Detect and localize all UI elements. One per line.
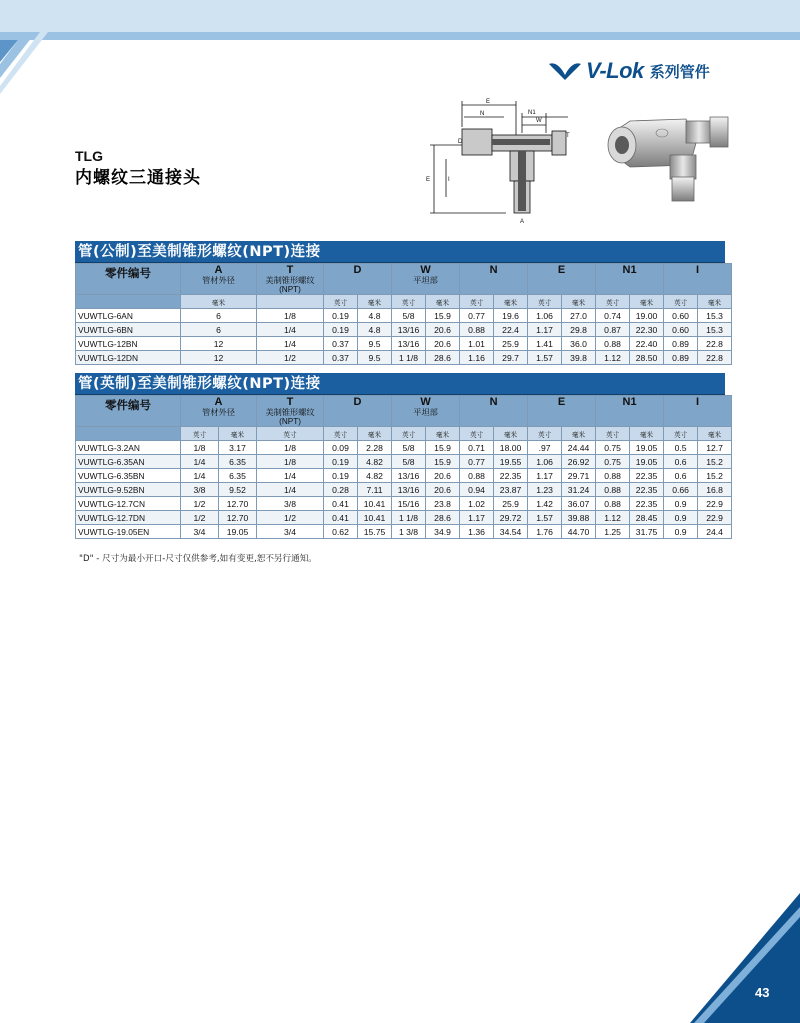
table-cell: 3/4 <box>181 525 219 539</box>
col-header-n: N <box>460 264 528 295</box>
table-cell: 3/8 <box>181 483 219 497</box>
table-cell: 31.24 <box>562 483 596 497</box>
table-cell: 1.17 <box>460 511 494 525</box>
corner-decoration <box>690 893 800 1023</box>
table-cell: 12.70 <box>219 511 257 525</box>
table-cell: 1.36 <box>460 525 494 539</box>
drawing-label-n: N <box>480 111 485 117</box>
table-cell: 1 3/8 <box>392 525 426 539</box>
table-row <box>76 455 732 469</box>
table-cell: 0.37 <box>324 337 358 351</box>
table-cell: 12 <box>181 337 257 351</box>
table-cell: 1/8 <box>257 455 324 469</box>
col-header-e: E <box>528 396 596 427</box>
table-row <box>76 497 732 511</box>
table-cell: 1/2 <box>257 511 324 525</box>
table-cell: 0.19 <box>324 469 358 483</box>
col-header-d: D <box>324 396 392 427</box>
col-header-a: A 管材外径 <box>181 396 257 427</box>
table-cell: VUWTLG-6.35AN <box>76 455 181 469</box>
table-cell: 24.4 <box>698 525 732 539</box>
corner-stripes-decoration <box>0 0 60 100</box>
table-cell: 22.35 <box>630 497 664 511</box>
table-cell: 1.06 <box>528 455 562 469</box>
table-cell: 2.28 <box>358 441 392 455</box>
table-cell: VUWTLG-12.7CN <box>76 497 181 511</box>
table-cell: 22.8 <box>698 351 732 365</box>
drawing-label-e2: E <box>426 177 431 183</box>
table-cell: 0.5 <box>664 441 698 455</box>
table-cell: 29.8 <box>562 323 596 337</box>
table-cell: 0.89 <box>664 351 698 365</box>
table-cell: 4.82 <box>358 455 392 469</box>
table-cell: 19.6 <box>494 309 528 323</box>
table-cell: 0.19 <box>324 455 358 469</box>
table-cell: 39.88 <box>562 511 596 525</box>
table-cell: 1.16 <box>460 351 494 365</box>
table-cell: 15.2 <box>698 469 732 483</box>
col-header-a: A 管材外径 <box>181 264 257 295</box>
brand-logo <box>548 58 710 84</box>
table-cell: 1/4 <box>257 337 324 351</box>
table-cell: 22.30 <box>630 323 664 337</box>
unit-cell: 英寸 <box>181 427 219 441</box>
col-header-t: T 美制锥形螺纹 (NPT) <box>257 264 324 295</box>
table-cell: 6 <box>181 323 257 337</box>
unit-cell-a-mm: 毫米 <box>181 295 257 309</box>
table-row <box>76 441 732 455</box>
metric-table-body <box>76 309 732 365</box>
table-cell: 4.8 <box>358 309 392 323</box>
table-row <box>76 323 732 337</box>
table-cell: 22.8 <box>698 337 732 351</box>
col-header-n1: N1 <box>596 396 664 427</box>
table-cell: 15.2 <box>698 455 732 469</box>
table-cell: 1/2 <box>181 511 219 525</box>
metric-spec-table <box>75 263 732 365</box>
table-cell: 3/8 <box>257 497 324 511</box>
unit-cell: 毫米 <box>426 427 460 441</box>
table-cell: 12 <box>181 351 257 365</box>
table-row <box>76 309 732 323</box>
table-cell: .97 <box>528 441 562 455</box>
table-cell: 1.25 <box>596 525 630 539</box>
table-cell: 29.7 <box>494 351 528 365</box>
table-cell: VUWTLG-19.05EN <box>76 525 181 539</box>
top-band-accent <box>0 32 800 40</box>
table-cell: 0.6 <box>664 469 698 483</box>
table-cell: 3.17 <box>219 441 257 455</box>
col-header-partno: 零件编号 <box>76 396 181 427</box>
table-cell: 0.19 <box>324 323 358 337</box>
table-cell: 22.9 <box>698 511 732 525</box>
table-cell: 0.60 <box>664 309 698 323</box>
table-cell: 0.88 <box>460 469 494 483</box>
table-cell: 19.05 <box>630 441 664 455</box>
table-cell: 0.94 <box>460 483 494 497</box>
table-cell: 5/8 <box>392 309 426 323</box>
table-row <box>76 469 732 483</box>
table-row <box>76 483 732 497</box>
table-cell: 1/8 <box>257 309 324 323</box>
table-cell: 25.9 <box>494 497 528 511</box>
unit-cell: 毫米 <box>698 295 732 309</box>
table-cell: 34.54 <box>494 525 528 539</box>
table-cell: 10.41 <box>358 497 392 511</box>
table-cell: VUWTLG-6BN <box>76 323 181 337</box>
table-cell: 1/4 <box>181 455 219 469</box>
unit-cell: 毫米 <box>358 295 392 309</box>
table-cell: 34.9 <box>426 525 460 539</box>
table-cell: 15.3 <box>698 323 732 337</box>
unit-cell: 毫米 <box>219 427 257 441</box>
imperial-table-title: 管(英制)至美制锥形螺纹(NPT)连接 <box>75 373 725 395</box>
table-cell: 9.5 <box>358 337 392 351</box>
col-header-n: N <box>460 396 528 427</box>
table-cell: 4.8 <box>358 323 392 337</box>
table-cell: 1.01 <box>460 337 494 351</box>
table-cell: 1.12 <box>596 351 630 365</box>
table-cell: 1 1/8 <box>392 351 426 365</box>
table-cell: 28.6 <box>426 511 460 525</box>
table-row <box>76 511 732 525</box>
table-cell: VUWTLG-6AN <box>76 309 181 323</box>
table-cell: 28.45 <box>630 511 664 525</box>
table-cell: 0.88 <box>596 337 630 351</box>
unit-cell: 毫米 <box>426 295 460 309</box>
table-cell: VUWTLG-9.52BN <box>76 483 181 497</box>
table-cell: 0.09 <box>324 441 358 455</box>
table-cell: 44.70 <box>562 525 596 539</box>
table-cell: 22.35 <box>494 469 528 483</box>
table-cell: 36.07 <box>562 497 596 511</box>
table-cell: 13/16 <box>392 323 426 337</box>
metric-table-block <box>75 241 725 365</box>
brand-suffix: 系列管件 <box>649 62 710 81</box>
drawing-label-d: D <box>458 139 463 145</box>
table-cell: 1/4 <box>257 483 324 497</box>
table-cell: 15.3 <box>698 309 732 323</box>
table-cell: 15.75 <box>358 525 392 539</box>
table-cell: 29.71 <box>562 469 596 483</box>
imperial-table-body <box>76 441 732 539</box>
unit-cell-blank <box>257 295 324 309</box>
table-cell: 29.72 <box>494 511 528 525</box>
table-cell: 1/4 <box>257 323 324 337</box>
table-cell: 12.7 <box>698 441 732 455</box>
unit-cell: 英寸 <box>528 295 562 309</box>
col-header-i: I <box>664 396 732 427</box>
table-cell: 26.92 <box>562 455 596 469</box>
unit-cell: 英寸 <box>257 427 324 441</box>
table-cell: 22.9 <box>698 497 732 511</box>
tee-dimension-drawing <box>418 97 594 232</box>
imperial-table-block <box>75 373 725 539</box>
table-cell: 0.9 <box>664 511 698 525</box>
table-cell: 1/2 <box>181 497 219 511</box>
table-cell: VUWTLG-6.35BN <box>76 469 181 483</box>
table-cell: 39.8 <box>562 351 596 365</box>
table-cell: 1/2 <box>257 351 324 365</box>
table-cell: 19.05 <box>219 525 257 539</box>
table-cell: 13/16 <box>392 469 426 483</box>
table-cell: 0.77 <box>460 309 494 323</box>
unit-cell: 毫米 <box>358 427 392 441</box>
table-cell: 1.57 <box>528 351 562 365</box>
unit-cell: 英寸 <box>460 295 494 309</box>
table-row <box>76 525 732 539</box>
table-cell: 0.74 <box>596 309 630 323</box>
unit-cell: 英寸 <box>324 295 358 309</box>
table-cell: 1.17 <box>528 323 562 337</box>
table-cell: VUWTLG-12BN <box>76 337 181 351</box>
table-cell: 28.6 <box>426 351 460 365</box>
drawing-label-a: A <box>520 219 525 225</box>
table-cell: 28.50 <box>630 351 664 365</box>
unit-cell: 英寸 <box>392 295 426 309</box>
table-cell: 24.44 <box>562 441 596 455</box>
table-cell: 15.9 <box>426 441 460 455</box>
table-cell: 13/16 <box>392 337 426 351</box>
table-cell: 0.62 <box>324 525 358 539</box>
unit-cell: 英寸 <box>596 427 630 441</box>
table-cell: 4.82 <box>358 469 392 483</box>
table-cell: 19.00 <box>630 309 664 323</box>
table-cell: 1/8 <box>181 441 219 455</box>
table-cell: 19.55 <box>494 455 528 469</box>
drawing-label-w: W <box>536 118 542 124</box>
table-cell: 20.6 <box>426 483 460 497</box>
table-cell: 0.66 <box>664 483 698 497</box>
unit-cell: 英寸 <box>596 295 630 309</box>
table-cell: 15.9 <box>426 309 460 323</box>
unit-cell: 毫米 <box>562 427 596 441</box>
table-cell: 16.8 <box>698 483 732 497</box>
table-unit-row <box>76 295 732 309</box>
table-cell: 0.89 <box>664 337 698 351</box>
table-cell: 22.40 <box>630 337 664 351</box>
metric-table-title: 管(公制)至美制锥形螺纹(NPT)连接 <box>75 241 725 263</box>
table-cell: 22.35 <box>630 469 664 483</box>
table-cell: 1.41 <box>528 337 562 351</box>
table-cell: 0.75 <box>596 455 630 469</box>
table-cell: 1 1/8 <box>392 511 426 525</box>
unit-cell: 毫米 <box>630 427 664 441</box>
footnote: "D" - 尺寸为最小开口-尺寸仅供参考,如有变更,恕不另行通知。 <box>79 554 317 564</box>
col-header-e: E <box>528 264 596 295</box>
unit-cell: 英寸 <box>664 295 698 309</box>
table-cell: 1.02 <box>460 497 494 511</box>
table-cell: 0.9 <box>664 497 698 511</box>
table-unit-row <box>76 427 732 441</box>
table-cell: 0.71 <box>460 441 494 455</box>
table-cell: 20.6 <box>426 469 460 483</box>
unit-cell: 英寸 <box>460 427 494 441</box>
unit-cell: 毫米 <box>630 295 664 309</box>
table-cell: VUWTLG-12DN <box>76 351 181 365</box>
table-cell: 0.88 <box>596 483 630 497</box>
table-cell: 36.0 <box>562 337 596 351</box>
table-cell: 1/4 <box>257 469 324 483</box>
unit-cell: 毫米 <box>698 427 732 441</box>
unit-cell: 毫米 <box>494 295 528 309</box>
table-cell: 5/8 <box>392 455 426 469</box>
table-cell: 0.75 <box>596 441 630 455</box>
table-row <box>76 337 732 351</box>
drawing-label-i: I <box>448 177 450 183</box>
col-header-d: D <box>324 264 392 295</box>
table-row <box>76 351 732 365</box>
unit-cell: 毫米 <box>494 427 528 441</box>
col-header-i: I <box>664 264 732 295</box>
table-cell: 7.11 <box>358 483 392 497</box>
col-header-w: W 平坦部 <box>392 264 460 295</box>
table-cell: 22.35 <box>630 483 664 497</box>
table-cell: 20.6 <box>426 323 460 337</box>
table-cell: 19.05 <box>630 455 664 469</box>
col-header-t: T 美制锥形螺纹 (NPT) <box>257 396 324 427</box>
unit-cell-blank <box>76 427 181 441</box>
table-cell: 0.19 <box>324 309 358 323</box>
table-cell: 6.35 <box>219 469 257 483</box>
drawing-label-e: E <box>486 99 491 105</box>
product-code: TLG <box>75 148 103 164</box>
table-cell: 5/8 <box>392 441 426 455</box>
unit-cell-blank <box>76 295 181 309</box>
table-cell: 0.60 <box>664 323 698 337</box>
table-cell: 15/16 <box>392 497 426 511</box>
unit-cell: 英寸 <box>528 427 562 441</box>
table-cell: 15.9 <box>426 455 460 469</box>
unit-cell: 英寸 <box>392 427 426 441</box>
table-cell: 1.23 <box>528 483 562 497</box>
table-cell: 0.37 <box>324 351 358 365</box>
table-cell: 1/4 <box>181 469 219 483</box>
table-cell: 20.6 <box>426 337 460 351</box>
table-cell: VUWTLG-12.7DN <box>76 511 181 525</box>
table-cell: 23.87 <box>494 483 528 497</box>
table-cell: 1.76 <box>528 525 562 539</box>
table-cell: 1.17 <box>528 469 562 483</box>
table-cell: 3/4 <box>257 525 324 539</box>
table-cell: 0.41 <box>324 511 358 525</box>
table-cell: 25.9 <box>494 337 528 351</box>
table-cell: VUWTLG-3.2AN <box>76 441 181 455</box>
table-cell: 6 <box>181 309 257 323</box>
table-cell: 23.8 <box>426 497 460 511</box>
page-number: 43 <box>755 985 770 1000</box>
table-cell: 0.9 <box>664 525 698 539</box>
table-cell: 18.00 <box>494 441 528 455</box>
table-cell: 10.41 <box>358 511 392 525</box>
drawing-label-t: T <box>566 133 570 139</box>
table-cell: 0.6 <box>664 455 698 469</box>
table-cell: 1/8 <box>257 441 324 455</box>
table-header-row <box>76 264 732 295</box>
drawing-label-n1: N1 <box>528 110 536 116</box>
brand-name: V-Lok <box>586 58 644 83</box>
table-cell: 0.88 <box>596 497 630 511</box>
table-cell: 31.75 <box>630 525 664 539</box>
col-header-partno: 零件编号 <box>76 264 181 295</box>
imperial-spec-table <box>75 395 732 539</box>
table-cell: 9.52 <box>219 483 257 497</box>
col-header-n1: N1 <box>596 264 664 295</box>
col-header-w: W 平坦部 <box>392 396 460 427</box>
unit-cell: 英寸 <box>324 427 358 441</box>
table-cell: 0.77 <box>460 455 494 469</box>
unit-cell: 毫米 <box>562 295 596 309</box>
table-cell: 1.57 <box>528 511 562 525</box>
table-cell: 0.87 <box>596 323 630 337</box>
table-cell: 9.5 <box>358 351 392 365</box>
table-cell: 0.88 <box>596 469 630 483</box>
top-band <box>0 0 800 32</box>
table-cell: 12.70 <box>219 497 257 511</box>
vlok-wing-icon <box>548 61 582 81</box>
product-name: 内螺纹三通接头 <box>75 168 201 188</box>
table-cell: 0.28 <box>324 483 358 497</box>
unit-cell: 英寸 <box>664 427 698 441</box>
table-header-row <box>76 396 732 427</box>
table-cell: 0.88 <box>460 323 494 337</box>
tee-fitting-photo <box>600 103 740 208</box>
table-cell: 1.42 <box>528 497 562 511</box>
table-cell: 13/16 <box>392 483 426 497</box>
table-cell: 0.41 <box>324 497 358 511</box>
table-cell: 6.35 <box>219 455 257 469</box>
table-cell: 22.4 <box>494 323 528 337</box>
table-cell: 27.0 <box>562 309 596 323</box>
table-cell: 1.12 <box>596 511 630 525</box>
table-cell: 1.06 <box>528 309 562 323</box>
